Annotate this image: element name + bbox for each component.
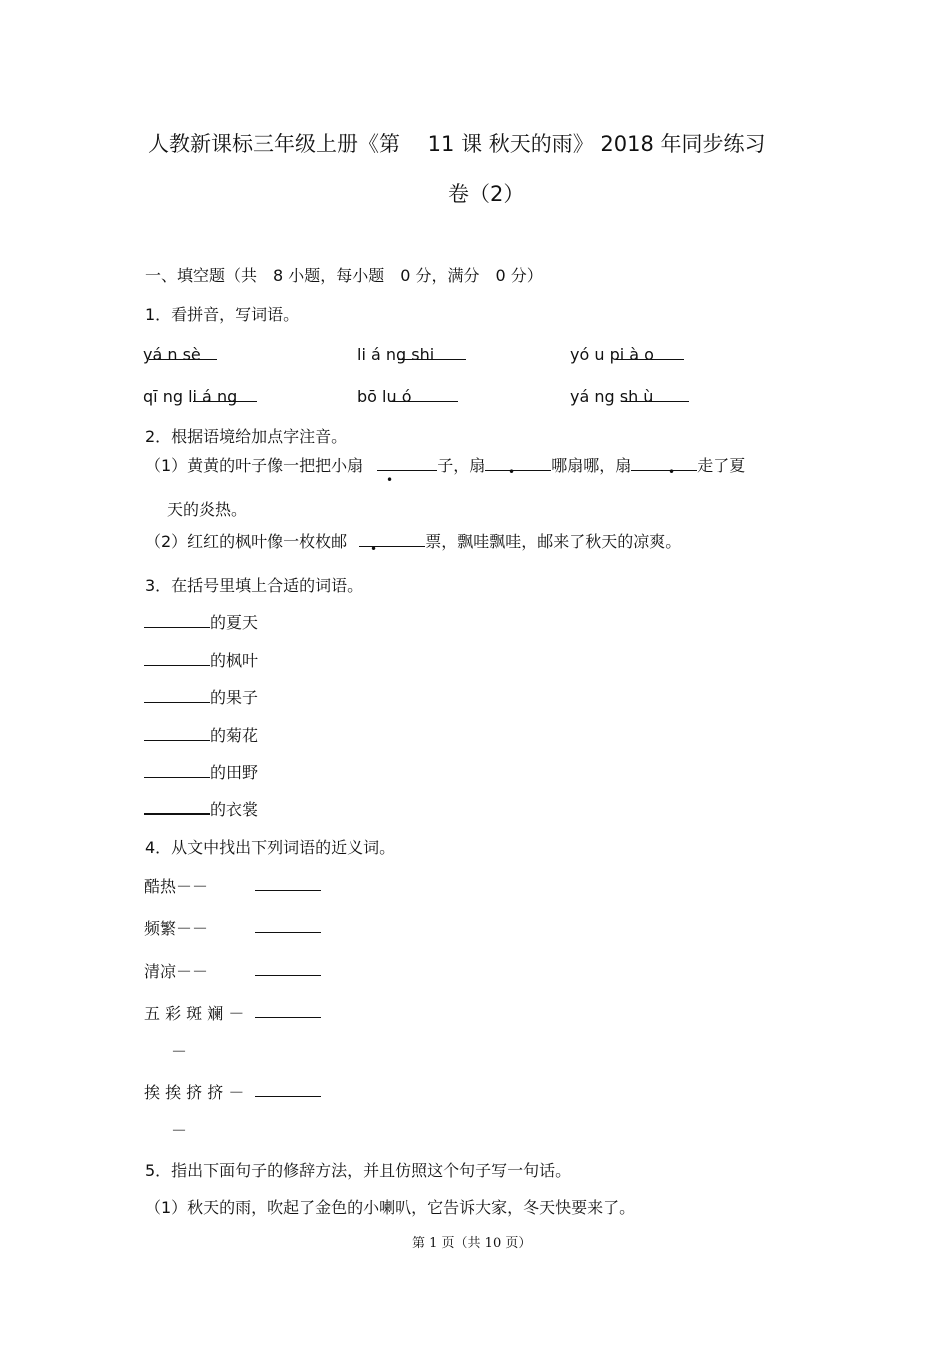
sentence-text: 票，飘哇飘哇，邮来了秋天的凉爽。: [425, 532, 682, 551]
emphasis-dot: •: [508, 465, 516, 479]
answer-blank[interactable]: [616, 343, 684, 360]
synonym-word: 挨 挨 挤 挤 －: [144, 1083, 245, 1102]
synonym-word: 频繁－－: [144, 919, 209, 938]
sentence-text: 走了夏: [697, 456, 746, 475]
pinyin-item: [143, 385, 257, 406]
pinyin-item: [357, 343, 466, 364]
answer-blank[interactable]: [144, 724, 210, 741]
synonym-word: 五 彩 斑 斓 －: [144, 1004, 245, 1023]
synonym-word: 酷热－－: [144, 877, 209, 896]
pinyin-text: yá n sè: [143, 345, 201, 364]
question-2-stem: 2．根据语境给加点字注音。: [145, 427, 348, 446]
fill-item: [144, 648, 258, 671]
fill-item: [144, 685, 258, 708]
answer-blank[interactable]: [144, 797, 210, 815]
item-text: 的菊花: [210, 726, 259, 745]
page-footer: 第 1 页（共 10 页）: [412, 1236, 532, 1251]
pinyin-text: yó u pi à o: [570, 345, 654, 364]
answer-blank[interactable]: [255, 916, 321, 933]
answer-blank[interactable]: [144, 611, 210, 628]
answer-blank[interactable]: [193, 385, 257, 402]
fill-item: [144, 610, 258, 633]
answer-blank[interactable]: [621, 385, 689, 402]
question-1-stem: 1．看拼音，写词语。: [145, 305, 300, 324]
pinyin-text: yá ng sh ù: [570, 387, 654, 406]
emphasis-dot: •: [370, 542, 378, 556]
pinyin-text: qī ng li á ng: [143, 387, 238, 406]
item-text: 的衣裳: [210, 800, 259, 819]
pinyin-text: bō lu ó: [357, 387, 412, 406]
dash-continuation: －: [171, 1042, 188, 1061]
fill-item: [144, 760, 258, 783]
fill-item: [144, 723, 258, 746]
section-header: 一、填空题（共 8 小题，每小题 0 分，满分 0 分）: [145, 266, 543, 285]
answer-blank[interactable]: [144, 649, 210, 666]
answer-blank[interactable]: [144, 686, 210, 703]
answer-blank[interactable]: [255, 1080, 321, 1097]
answer-blank[interactable]: [255, 874, 321, 891]
answer-blank[interactable]: [144, 761, 210, 778]
sentence-text: 子，扇: [437, 456, 486, 475]
fill-item: [144, 797, 258, 820]
answer-blank[interactable]: [255, 959, 321, 976]
answer-blank[interactable]: [255, 1001, 321, 1018]
emphasis-dot: •: [386, 473, 394, 487]
pinyin-item: [570, 343, 684, 364]
answer-blank[interactable]: [390, 385, 458, 402]
synonym-word: 清凉－－: [144, 962, 209, 981]
question-5-part-1: （1）秋天的雨，吹起了金色的小喇叭，它告诉大家，冬天快要来了。: [145, 1198, 636, 1217]
pinyin-item: [570, 385, 689, 406]
question-5-stem: 5．指出下面句子的修辞方法，并且仿照这个句子写一句话。: [145, 1161, 572, 1180]
question-2-part-1-cont: 天的炎热。: [167, 500, 248, 519]
emphasis-dot: •: [668, 465, 676, 479]
question-3-stem: 3．在括号里填上合适的词语。: [145, 576, 364, 595]
pinyin-item: [143, 343, 217, 364]
dash-continuation: －: [171, 1121, 188, 1140]
question-2-part-2: [145, 529, 681, 552]
answer-blank[interactable]: [485, 454, 551, 471]
sentence-text: （2）红红的枫叶像一枚枚邮: [145, 532, 348, 551]
item-text: 的田野: [210, 763, 259, 782]
answer-blank[interactable]: [398, 343, 466, 360]
answer-blank[interactable]: [377, 454, 437, 471]
question-2-part-1: [145, 453, 746, 479]
answer-blank[interactable]: [631, 454, 697, 471]
sentence-text: 哪扇哪，扇: [551, 456, 632, 475]
sentence-text: （1）黄黄的叶子像一把把小扇: [145, 456, 364, 475]
item-text: 的果子: [210, 688, 259, 707]
page-title: 人教新课标三年级上册《第 11 课 秋天的雨》 2018 年同步练习: [148, 132, 766, 156]
page-title-line2: 卷（2）: [448, 182, 525, 206]
item-text: 的枫叶: [210, 651, 259, 670]
question-4-stem: 4．从文中找出下列词语的近义词。: [145, 838, 396, 857]
answer-blank[interactable]: [149, 343, 217, 360]
pinyin-text: li á ng shi: [357, 345, 435, 364]
item-text: 的夏天: [210, 613, 259, 632]
pinyin-item: [357, 385, 458, 406]
